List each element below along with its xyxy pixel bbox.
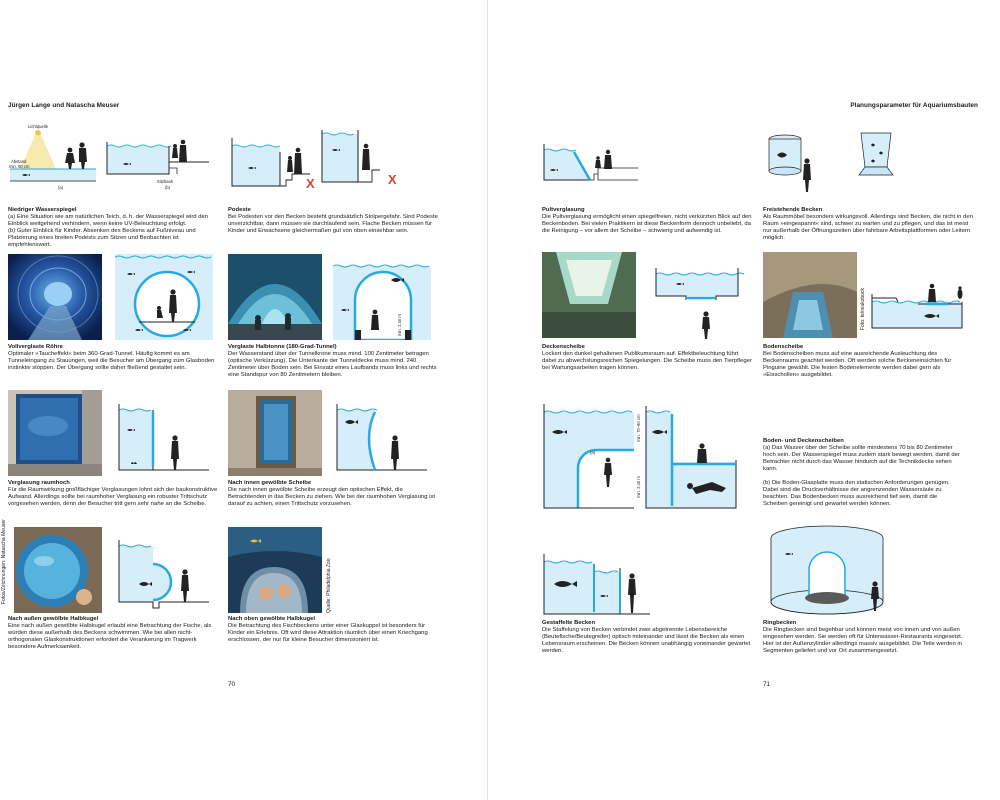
right-page xyxy=(487,0,1000,800)
credit-zoo: Quelle: Philadelphia Zoo xyxy=(326,558,332,613)
label-height-240: min. 2,40 m xyxy=(636,476,641,498)
caption-text: (a) Das Wasser über der Scheibe sollte mindestens 70 bis 80 Zentimeter hoch sein. Der Wasserspiegel muss zudem stark bewegt werden, damit der Betrachter nicht durch das Wasser hindurch auf die Technikdecke sehen kann. (b) Die Boden-Glasplatte muss den statischen Anforderungen genügen. Dabei sind die Druckverhältnisse der angrenzenden Wassersäule zu beachten. Das Bodenbecken muss ausreichend tief sein, damit die Scheiben gereinigt und gewartet werden können. xyxy=(763,445,960,507)
caption-text: Bei Bodenscheiben muss auf eine ausreichende Ausleuchtung des Beckenraums geachtet werden. Oft werden solche Beckeneinsichten für Pinguine gewählt. Die festen Bodenelemente werden dabei gern als »Eisschollen« ausgebildet. xyxy=(763,351,952,378)
caption-title: Freistehende Becken xyxy=(763,207,823,213)
caption-verglaste-halbtonne xyxy=(228,344,439,379)
label-a-right: (a) xyxy=(590,450,596,455)
caption-gestaffelte-becken xyxy=(542,620,753,655)
caption-freistehende-becken xyxy=(763,207,974,242)
caption-title: Niedriger Wasserspiegel xyxy=(8,207,77,213)
figure-niedriger-wasserspiegel-b xyxy=(103,134,215,190)
figure-podeste-2 xyxy=(318,128,410,194)
caption-title: Podeste xyxy=(228,207,251,213)
credit-tekniak: Foto: tekniakobock xyxy=(860,288,866,330)
photo-nach-oben-gewoelbt xyxy=(228,527,322,613)
figure-ringbecken xyxy=(769,524,889,618)
label-distance-1: Abstand xyxy=(11,159,27,164)
caption-title: Nach außen gewölbte Halbkugel xyxy=(8,616,99,622)
figure-nach-innen-gewoelbt xyxy=(333,402,431,476)
caption-text: Für die Raumwirkung großflächiger Verglasungen lohnt sich der baukonstruktive Aufwand. Allerdings sollte bei raumhoher Verglasung ein robuster Trittschutz vorgesehen werden, denn der Besucher tritt gern sehr nahe an die Scheibe. xyxy=(8,487,218,507)
page-header-left: Jürgen Lange und Natascha Meuser xyxy=(8,102,120,109)
page-header-right: Planungsparameter für Aquariumsbauten xyxy=(850,102,978,109)
page-number-right: 71 xyxy=(763,681,771,688)
caption-nach-oben-gewoelbt xyxy=(228,616,439,644)
caption-title: Gestaffelte Becken xyxy=(542,620,596,626)
figure-nach-aussen-gewoelbt xyxy=(115,538,213,614)
caption-text: Eine nach außen gewölbte Halbkugel erlaubt eine Betrachtung der Fische, als würden diese außerhalb des Beckens schwimmen. Wie bei allen nicht-orthogonalen Glaskonstruktionen erfordert die Verankerung im Tragwerk besondere Aufmerksamkeit. xyxy=(8,623,212,650)
label-distance-2: min. 50 cm xyxy=(9,164,30,169)
figure-boden-deckenscheiben xyxy=(542,402,747,512)
label-height-70-90: min. 70–90 cm xyxy=(636,414,641,442)
left-page xyxy=(0,0,487,800)
caption-title: Verglaste Halbtonne (180-Grad-Tunnel) xyxy=(228,344,337,350)
caption-text: Optimaler »Taucheffekt« beim 360-Grad-Tunnel. Häufig kommt es am Tunneleingang zu Stauungen, weil die Besucher am Übergang zum Glasboden instinktiv stoppen. Der Übergang sollte daher fließend gestaltet sein. xyxy=(8,351,215,371)
figure-pultverglasung xyxy=(542,140,640,192)
cross-mark-2: X xyxy=(388,172,397,187)
caption-ringbecken xyxy=(763,620,974,655)
caption-title: Boden- und Deckenscheiben xyxy=(763,438,844,444)
caption-title: Bodenscheibe xyxy=(763,344,804,350)
caption-text: Die Betrachtung des Fischbeckens unter einer Glaskuppel ist besonders für Kinder ein Erlebnis. Oft wird diese Attraktion räumlich über einen Kriechgang erschlossen, der nur für kleine Besucher dimensioniert ist. xyxy=(228,623,428,643)
caption-bodenscheibe xyxy=(763,344,974,379)
caption-pultverglasung xyxy=(542,207,753,235)
figure-verglaste-halbtonne xyxy=(333,254,431,340)
caption-boden-deckenscheiben xyxy=(763,438,963,508)
caption-verglasung-raumhoch xyxy=(8,480,219,508)
caption-text: Der Wasserstand über der Tunnelkrone muss mind. 100 Zentimeter betragen (optische Verkürzung). Die Unterkante der Tunneldecke muss mind. 240 Zentimeter über Boden sein. Bei Einsatz eines Laufbands muss links und rechts eine Standspur von 80 Zentimetern bleiben. xyxy=(228,351,437,378)
caption-title: Pultverglasung xyxy=(542,207,585,213)
figure-gestaffelte-becken xyxy=(542,552,652,618)
caption-text: Die nach innen gewölbte Scheibe erzeugt den optischen Effekt, die Betrachtenden in das Becken zu ziehen. Wie bei der raumhohen Verglasung ist darauf zu achten, einen Trittschutz vorzusehen. xyxy=(228,487,435,507)
caption-text: Lockert den dunkel gehaltenen Publikumsraum auf. Effektbeleuchtung führt dabei zu abwechslungsreichen Spiegelungen. Die Scheibe muss den Tierpfleger bei Wartungsarbeiten tragen können. xyxy=(542,351,752,371)
figure-niedriger-wasserspiegel-a xyxy=(8,123,98,191)
figure-freistehende-becken xyxy=(763,127,903,195)
caption-text: Als Raummöbel besonders wirkungsvoll. Allerdings sind Becken, die nicht in den Raum »eingespannt« sind, schwer zu warten und zu pflegen, und das ist meist nur außerhalb der Öffnungszeiten über fahrbare Arbeitsplattformen oder Leitern möglich. xyxy=(763,214,973,241)
label-b: (b) xyxy=(165,185,171,190)
page-number-left: 70 xyxy=(228,681,236,688)
figure-vollverglaste-roehre xyxy=(115,254,213,340)
figure-podeste-1 xyxy=(228,128,320,194)
figure-deckenscheibe xyxy=(648,264,746,340)
label-tunnel-height: min. 2,40 m xyxy=(397,314,402,336)
caption-vollverglaste-roehre xyxy=(8,344,219,372)
caption-text: Die Pultverglasung ermöglicht einen spiegelfreien, nicht verkürzten Blick auf den Beckenboden. Bei vielen Praktikern ist diese Beckenform dennoch unbeliebt, da die Reinigung – vor allem der Scheibe – schwierig und aufwendig ist. xyxy=(542,214,752,234)
caption-text: Die Staffelung von Becken verbindet zwei abgetrennte Lebensbereiche (Beutefische/Beutegreifer) optisch miteinander und lässt die Becken als einen Lebensraum erscheinen. Die Becken können unabhängig voneinander gewartet werden. xyxy=(542,627,751,654)
caption-title: Verglasung raumhoch xyxy=(8,480,70,486)
caption-text: Bei Podesten vor den Becken besteht grundsätzlich Stolpergefahr. Sind Podeste unverzichtbar, dann müssen sie durchlaufend sein. Flache Becken müssen für Kinder und Erwachsene gleichermaßen gut von oben einsehbar sein. xyxy=(228,214,438,234)
caption-nach-aussen-gewoelbt xyxy=(8,616,219,651)
label-a: (a) xyxy=(58,185,64,190)
caption-text: (a) Eine Situation wie am natürlichen Teich, d. h. der Wasserspiegel wird den Einblick weitgehend verhindern, wenn keine UV-Beleuchtung erfolgt. (b) Guter Einblick für Kinder. Absenken des Beckens auf Fußniveau und Platzierung eines breiten Podests zum Sitzen und Beobachten ist empfehlenswert. xyxy=(8,214,209,248)
caption-title: Ringbecken xyxy=(763,620,797,626)
photo-verglaste-halbtonne xyxy=(228,254,322,340)
photo-nach-aussen-gewoelbt xyxy=(14,527,102,613)
photo-deckenscheibe xyxy=(542,252,636,338)
cross-mark-1: X xyxy=(306,176,315,191)
caption-text: Die Ringbecken sind begehbar und können meist von innen und von außen eingesehen werden. Sie werden oft für Unterwasser-Restaurants eingesetzt. Hier ist der Außenzylinder allerdings massiv ausgebildet. Die Teile werden in Segmenten geliefert und vor Ort zusammengesetzt. xyxy=(763,627,963,654)
photo-verglasung-raumhoch xyxy=(8,390,102,476)
caption-title: Nach innen gewölbte Scheibe xyxy=(228,480,312,486)
photo-bodenscheibe xyxy=(763,252,857,338)
figure-verglasung-raumhoch xyxy=(115,402,213,476)
photo-nach-innen-gewoelbt xyxy=(228,390,322,476)
caption-nach-innen-gewoelbt xyxy=(228,480,439,508)
label-light-source: Lichtquelle xyxy=(28,124,49,129)
credit-photos: Fotos/Zeichnungen: Natascha Meuser xyxy=(1,519,7,604)
caption-title: Deckenscheibe xyxy=(542,344,585,350)
label-bench: Sitzbank xyxy=(157,179,174,184)
caption-niedriger-wasserspiegel xyxy=(8,207,219,249)
caption-title: Vollverglaste Röhre xyxy=(8,344,63,350)
photo-vollverglaste-roehre xyxy=(8,254,102,340)
caption-title: Nach oben gewölbte Halbkugel xyxy=(228,616,316,622)
caption-deckenscheibe xyxy=(542,344,753,372)
caption-podeste xyxy=(228,207,439,235)
figure-bodenscheibe xyxy=(868,264,970,340)
